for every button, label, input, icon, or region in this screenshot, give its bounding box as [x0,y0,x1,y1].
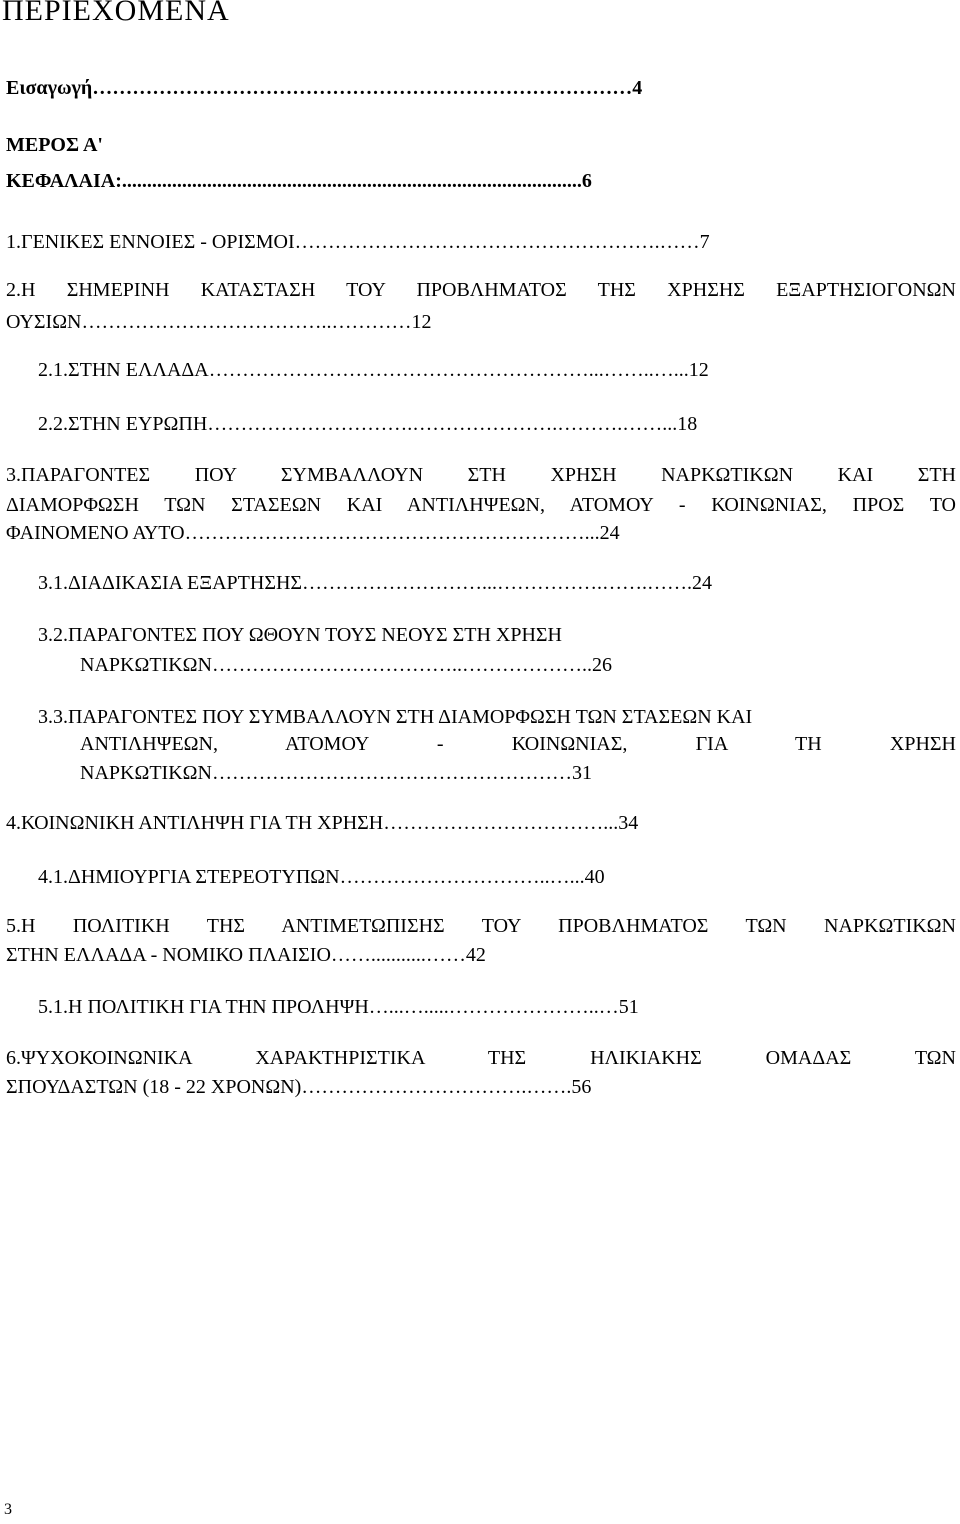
toc-entry-3-line-3: ΦΑΙΝΟΜΕΝΟ ΑΥΤΟ……………………………………………………...24 [6,522,620,544]
page-title: ΠΕΡΙΕΧΟΜΕΝΑ [2,0,230,27]
toc-chapters-line: ΚΕΦΑΛΑΙΑ:............................................................................................6 [6,170,592,192]
toc-entry-3-1: 3.1.ΔΙΑΔΙΚΑΣΙΑ ΕΞΑΡΤΗΣΗΣ………………………...…………….…….…….24 [38,572,713,594]
toc-entry-2-line-2: ΟΥΣΙΩΝ………………………………..…………12 [6,311,432,333]
toc-entry-4: 4.ΚΟΙΝΩΝΙΚΗ ΑΝΤΙΛΗΨΗ ΓΙΑ ΤΗ ΧΡΗΣΗ……………………………...34 [6,812,639,834]
toc-part-a-heading: ΜΕΡΟΣ Α' [6,134,103,156]
toc-entry-4-1: 4.1.ΔΗΜΙΟΥΡΓΙΑ ΣΤΕΡΕΟΤΥΠΩΝ…………………………..…...40 [38,866,605,888]
toc-entry-2-2: 2.2.ΣΤΗΝ ΕΥΡΩΠΗ………………………….………………….……….……...18 [38,413,698,435]
toc-entry-3-line-2: ΔΙΑΜΟΡΦΩΣΗ ΤΩΝ ΣΤΑΣΕΩΝ ΚΑΙ ΑΝΤΙΛΗΨΕΩΝ, ΑΤΟΜΟΥ - ΚΟΙΝΩΝΙΑΣ, ΠΡΟΣ ΤΟ [6,494,956,516]
toc-entry-3-3-line-3: ΝΑΡΚΩΤΙΚΩΝ………………………………………………31 [80,762,592,784]
toc-entry-3-3-line-1: 3.3.ΠΑΡΑΓΟΝΤΕΣ ΠΟΥ ΣΥΜΒΑΛΛΟΥΝ ΣΤΗ ΔΙΑΜΟΡΦΩΣΗ ΤΩΝ ΣΤΑΣΕΩΝ ΚΑΙ [38,706,753,728]
toc-entry-3-2-line-1: 3.2.ΠΑΡΑΓΟΝΤΕΣ ΠΟΥ ΩΘΟΥΝ ΤΟΥΣ ΝΕΟΥΣ ΣΤΗ ΧΡΗΣΗ [38,624,563,646]
toc-entry-3-line-1: 3.ΠΑΡΑΓΟΝΤΕΣ ΠΟΥ ΣΥΜΒΑΛΛΟΥΝ ΣΤΗ ΧΡΗΣΗ ΝΑΡΚΩΤΙΚΩΝ ΚΑΙ ΣΤΗ [6,464,956,486]
toc-entry-3-2-line-2: ΝΑΡΚΩΤΙΚΩΝ………………………………..………………..26 [80,654,612,676]
toc-entry-6-line-1: 6.ΨΥΧΟΚΟΙΝΩΝΙΚΑ ΧΑΡΑΚΤΗΡΙΣΤΙΚΑ ΤΗΣ ΗΛΙΚΙΑΚΗΣ ΟΜΑΔΑΣ ΤΩΝ [6,1047,956,1069]
toc-entry-5-1: 5.1.Η ΠΟΛΙΤΙΚΗ ΓΙΑ ΤΗΝ ΠΡΟΛΗΨΗ…...….....…………………..…51 [38,996,639,1018]
toc-entry-5-line-1: 5.Η ΠΟΛΙΤΙΚΗ ΤΗΣ ΑΝΤΙΜΕΤΩΠΙΣΗΣ ΤΟΥ ΠΡΟΒΛΗΜΑΤΟΣ ΤΩΝ ΝΑΡΚΩΤΙΚΩΝ [6,915,956,937]
toc-entry-2-line-1: 2.Η ΣΗΜΕΡΙΝΗ ΚΑΤΑΣΤΑΣΗ ΤΟΥ ΠΡΟΒΛΗΜΑΤΟΣ ΤΗΣ ΧΡΗΣΗΣ ΕΞΑΡΤΗΣΙΟΓΟΝΩΝ [6,279,956,301]
page-number: 3 [4,1501,12,1518]
toc-entry-3-3-line-2: ΑΝΤΙΛΗΨΕΩΝ, ΑΤΟΜΟΥ - ΚΟΙΝΩΝΙΑΣ, ΓΙΑ ΤΗ ΧΡΗΣΗ [80,733,956,755]
toc-entry-2-1: 2.1.ΣΤΗΝ ΕΛΛΑΔΑ…………………………………………………...……..…...12 [38,359,709,381]
toc-entry-6-line-2: ΣΠΟΥΔΑΣΤΩΝ (18 - 22 ΧΡΟΝΩΝ)…………………………….…….56 [6,1076,592,1098]
toc-entry-1: 1.ΓΕΝΙΚΕΣ ΕΝΝΟΙΕΣ - ΟΡΙΣΜΟΙ……………………………………………….……7 [6,231,710,253]
toc-entry-5-line-2: ΣΤΗΝ ΕΛΛΑΔΑ - ΝΟΜΙΚΟ ΠΛΑΙΣΙΟ……...........……42 [6,944,486,966]
toc-entry-intro: Εισαγωγή………………………………………………………………………4 [6,77,643,99]
